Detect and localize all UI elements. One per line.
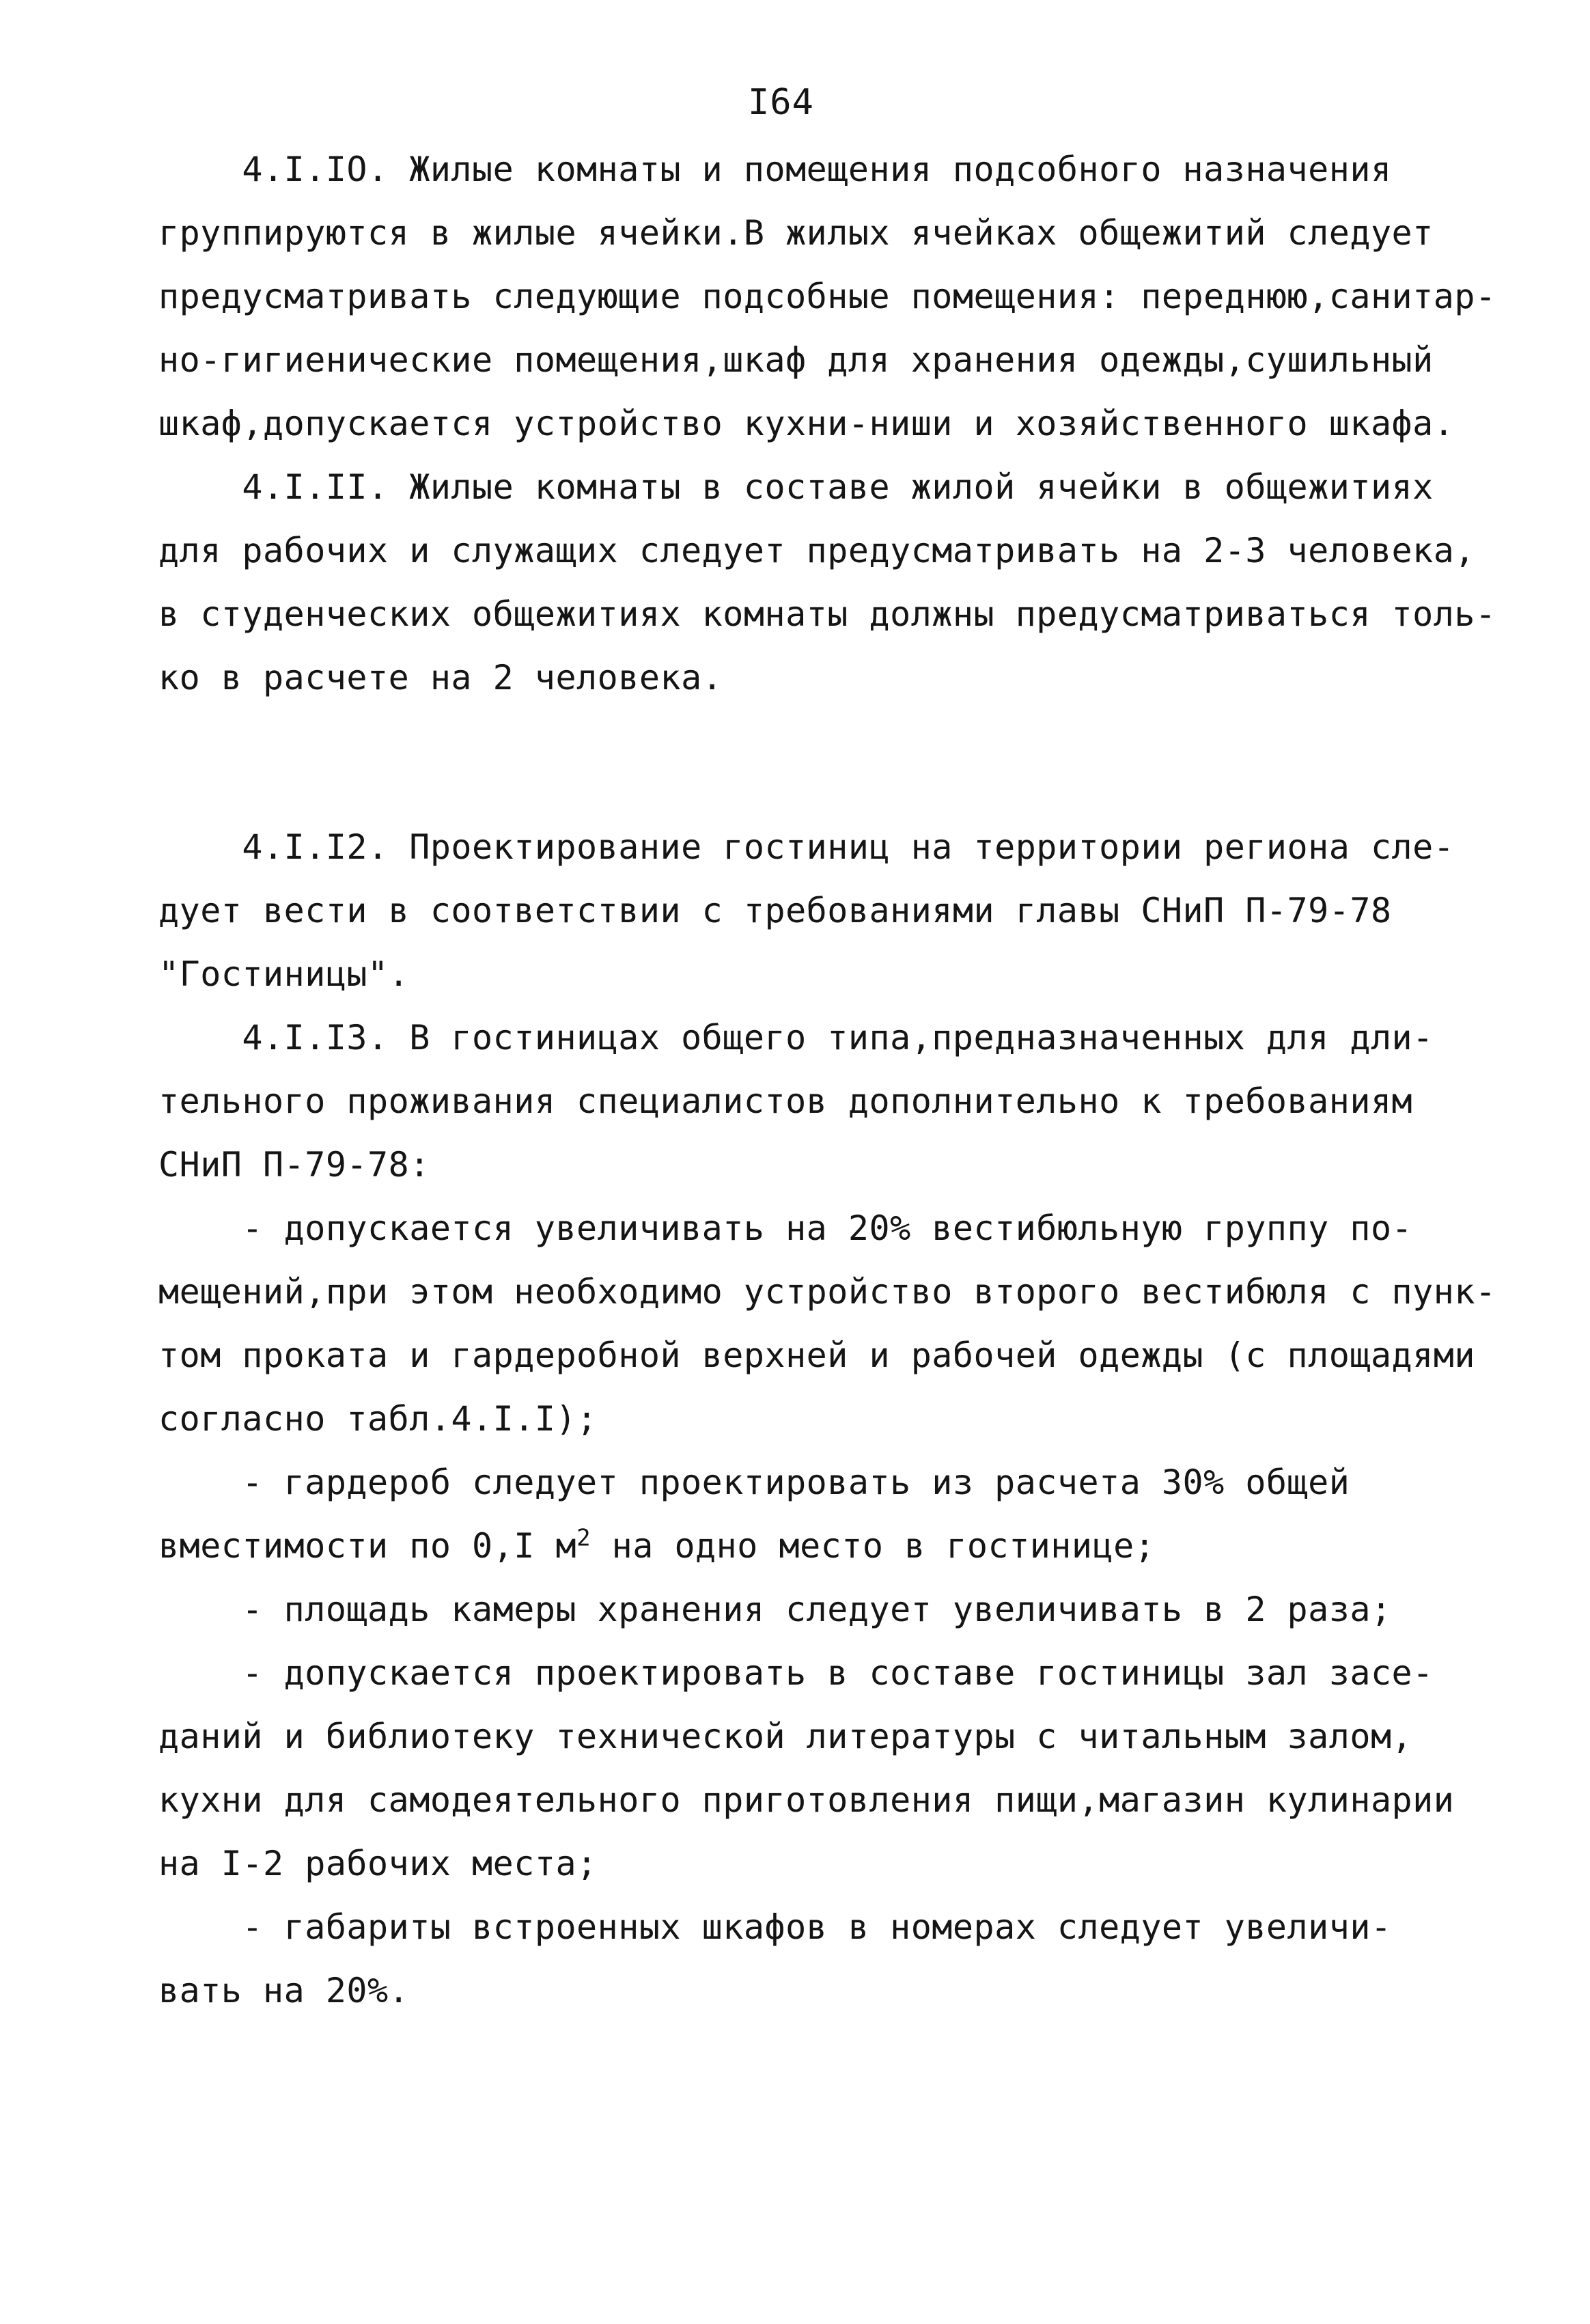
superscript: 2 [576,1524,591,1552]
paragraph-line: для рабочих и служащих следует предусматривать на 2-3 человека, [158,531,1475,570]
paragraph-line: ко в расчете на 2 человека. [158,658,723,697]
paragraph-line: группируются в жилые ячейки.В жилых ячейках общежитий следует [158,213,1434,253]
paragraph-line: - допускается проектировать в составе гостиницы зал засе- [158,1653,1434,1693]
page-number: I64 [748,82,814,123]
paragraph-line: - допускается увеличивать на 20% вестибюльную группу по- [158,1208,1413,1248]
paragraph-line: 4.I.IO. Жилые комнаты и помещения подсобного назначения [158,150,1392,189]
line-text: вместимости по 0,I м [158,1526,577,1566]
paragraph-line: но-гигиенические помещения,шкаф для хранения одежды,сушильный [158,340,1434,380]
paragraph-line-with-superscript [158,1525,1155,1566]
paragraph-line: согласно табл.4.I.I); [158,1399,598,1439]
paragraph-line: мещений,при этом необходимо устройство второго вестибюля с пунк- [158,1272,1496,1312]
paragraph-line: дует вести в соответствии с требованиями главы СНиП П-79-78 [158,891,1392,930]
paragraph-line: на I-2 рабочих места; [158,1844,598,1883]
paragraph-line: шкаф,допускается устройство кухни-ниши и хозяйственного шкафа. [158,404,1455,443]
line-text-tail: на одно место в гостинице; [591,1526,1156,1566]
paragraph-line: 4.I.I3. В гостиницах общего типа,предназначенных для дли- [158,1018,1434,1057]
paragraph-line: тельного проживания специалистов дополнительно к требованиям [158,1081,1413,1121]
paragraph-line: предусматривать следующие подсобные помещения: переднюю,санитар- [158,277,1496,316]
paragraph-line: в студенческих общежитиях комнаты должны предусматриваться толь- [158,594,1496,634]
paragraph-line: 4.I.I2. Проектирование гостиниц на территории региона сле- [158,827,1455,867]
paragraph-line: кухни для самодеятельного приготовления пищи,магазин кулинарии [158,1780,1455,1820]
paragraph-line: том проката и гардеробной верхней и рабочей одежды (с площадями [158,1336,1475,1375]
paragraph-line: - гардероб следует проектировать из расчета 30% общей [158,1463,1350,1502]
paragraph-line: 4.I.II. Жилые комнаты в составе жилой ячейки в общежитиях [158,467,1434,507]
paragraph-line: СНиП П-79-78: [158,1145,430,1185]
paragraph-line: даний и библиотеку технической литературы с читальным залом, [158,1717,1413,1756]
paragraph-line: "Гостиницы". [158,954,410,994]
paragraph-line: - габариты встроенных шкафов в номерах следует увеличи- [158,1907,1392,1947]
paragraph-line: - площадь камеры хранения следует увеличивать в 2 раза; [158,1590,1392,1629]
paragraph-line: вать на 20%. [158,1971,410,2010]
